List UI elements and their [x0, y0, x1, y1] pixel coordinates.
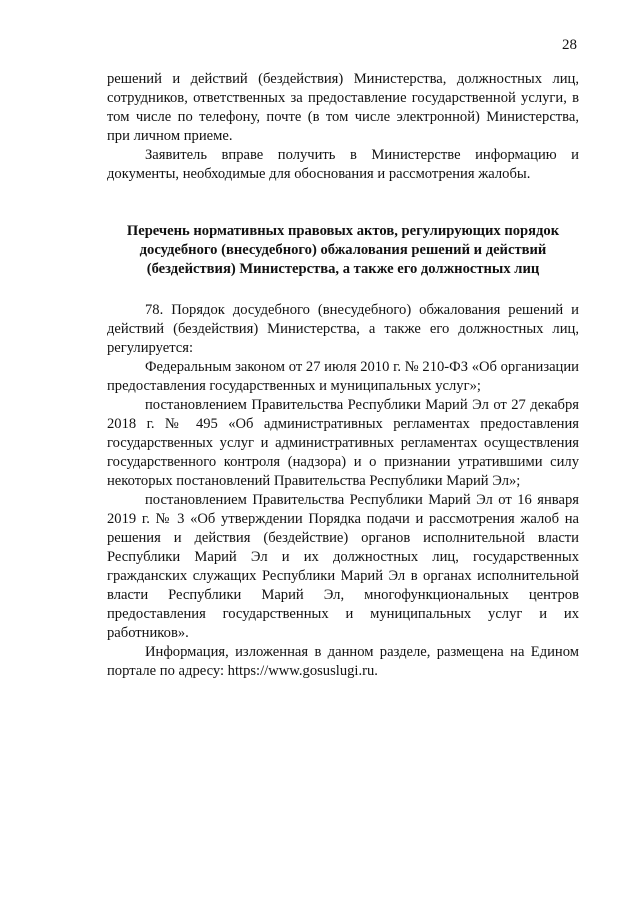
paragraph-federal-law: Федеральным законом от 27 июля 2010 г. № 210-ФЗ «Об организации предоставления государственных и муниципальных услуг»;	[107, 359, 579, 394]
document-body	[107, 70, 579, 681]
paragraph-portal-info: Информация, изложенная в данном разделе, размещена на Едином портале по адресу: https://www.gosuslugi.ru.	[107, 644, 579, 679]
paragraph-applicant-rights: Заявитель вправе получить в Министерстве информацию и документы, необходимые для обоснования и рассмотрения жалобы.	[107, 147, 579, 182]
section-heading: Перечень нормативных правовых актов, регулирующих порядок досудебного (внесудебного) обжалования решений и действий (бездействия) Министерства, а также его должностных лиц	[126, 223, 560, 277]
paragraph-complaint-methods: решений и действий (бездействия) Министерства, должностных лиц, сотрудников, ответственных за предоставление государственной услуги, в том числе по телефону, почте (в том числе электронной) Министерства, при личном приеме.	[107, 71, 579, 144]
paragraph-resolution-3: постановлением Правительства Республики Марий Эл от 16 января 2019 г. № 3 «Об утверждении Порядка подачи и рассмотрения жалоб на решения и действия (бездействие) органов исполнительной власти Республики Марий Эл и их должностных лиц, государственных гражданских служащих Республики Марий Эл в органах исполнительной власти Республики Марий Эл, многофункциональных центров предоставления государственных и муниципальных услуг и их работников».	[107, 492, 579, 641]
paragraph-78: 78. Порядок досудебного (внесудебного) обжалования решений и действий (бездействия) Министерства, а также его должностных лиц, регулируется:	[107, 302, 579, 356]
paragraph-resolution-495: постановлением Правительства Республики Марий Эл от 27 декабря 2018 г. № 495 «Об административных регламентах предоставления государственных услуг и административных регламентах осуществления государственного контроля (надзора) и о признании утратившими силу некоторых постановлений Правительства Республики Марий Эл»;	[107, 397, 579, 489]
page-number: 28	[562, 37, 577, 53]
